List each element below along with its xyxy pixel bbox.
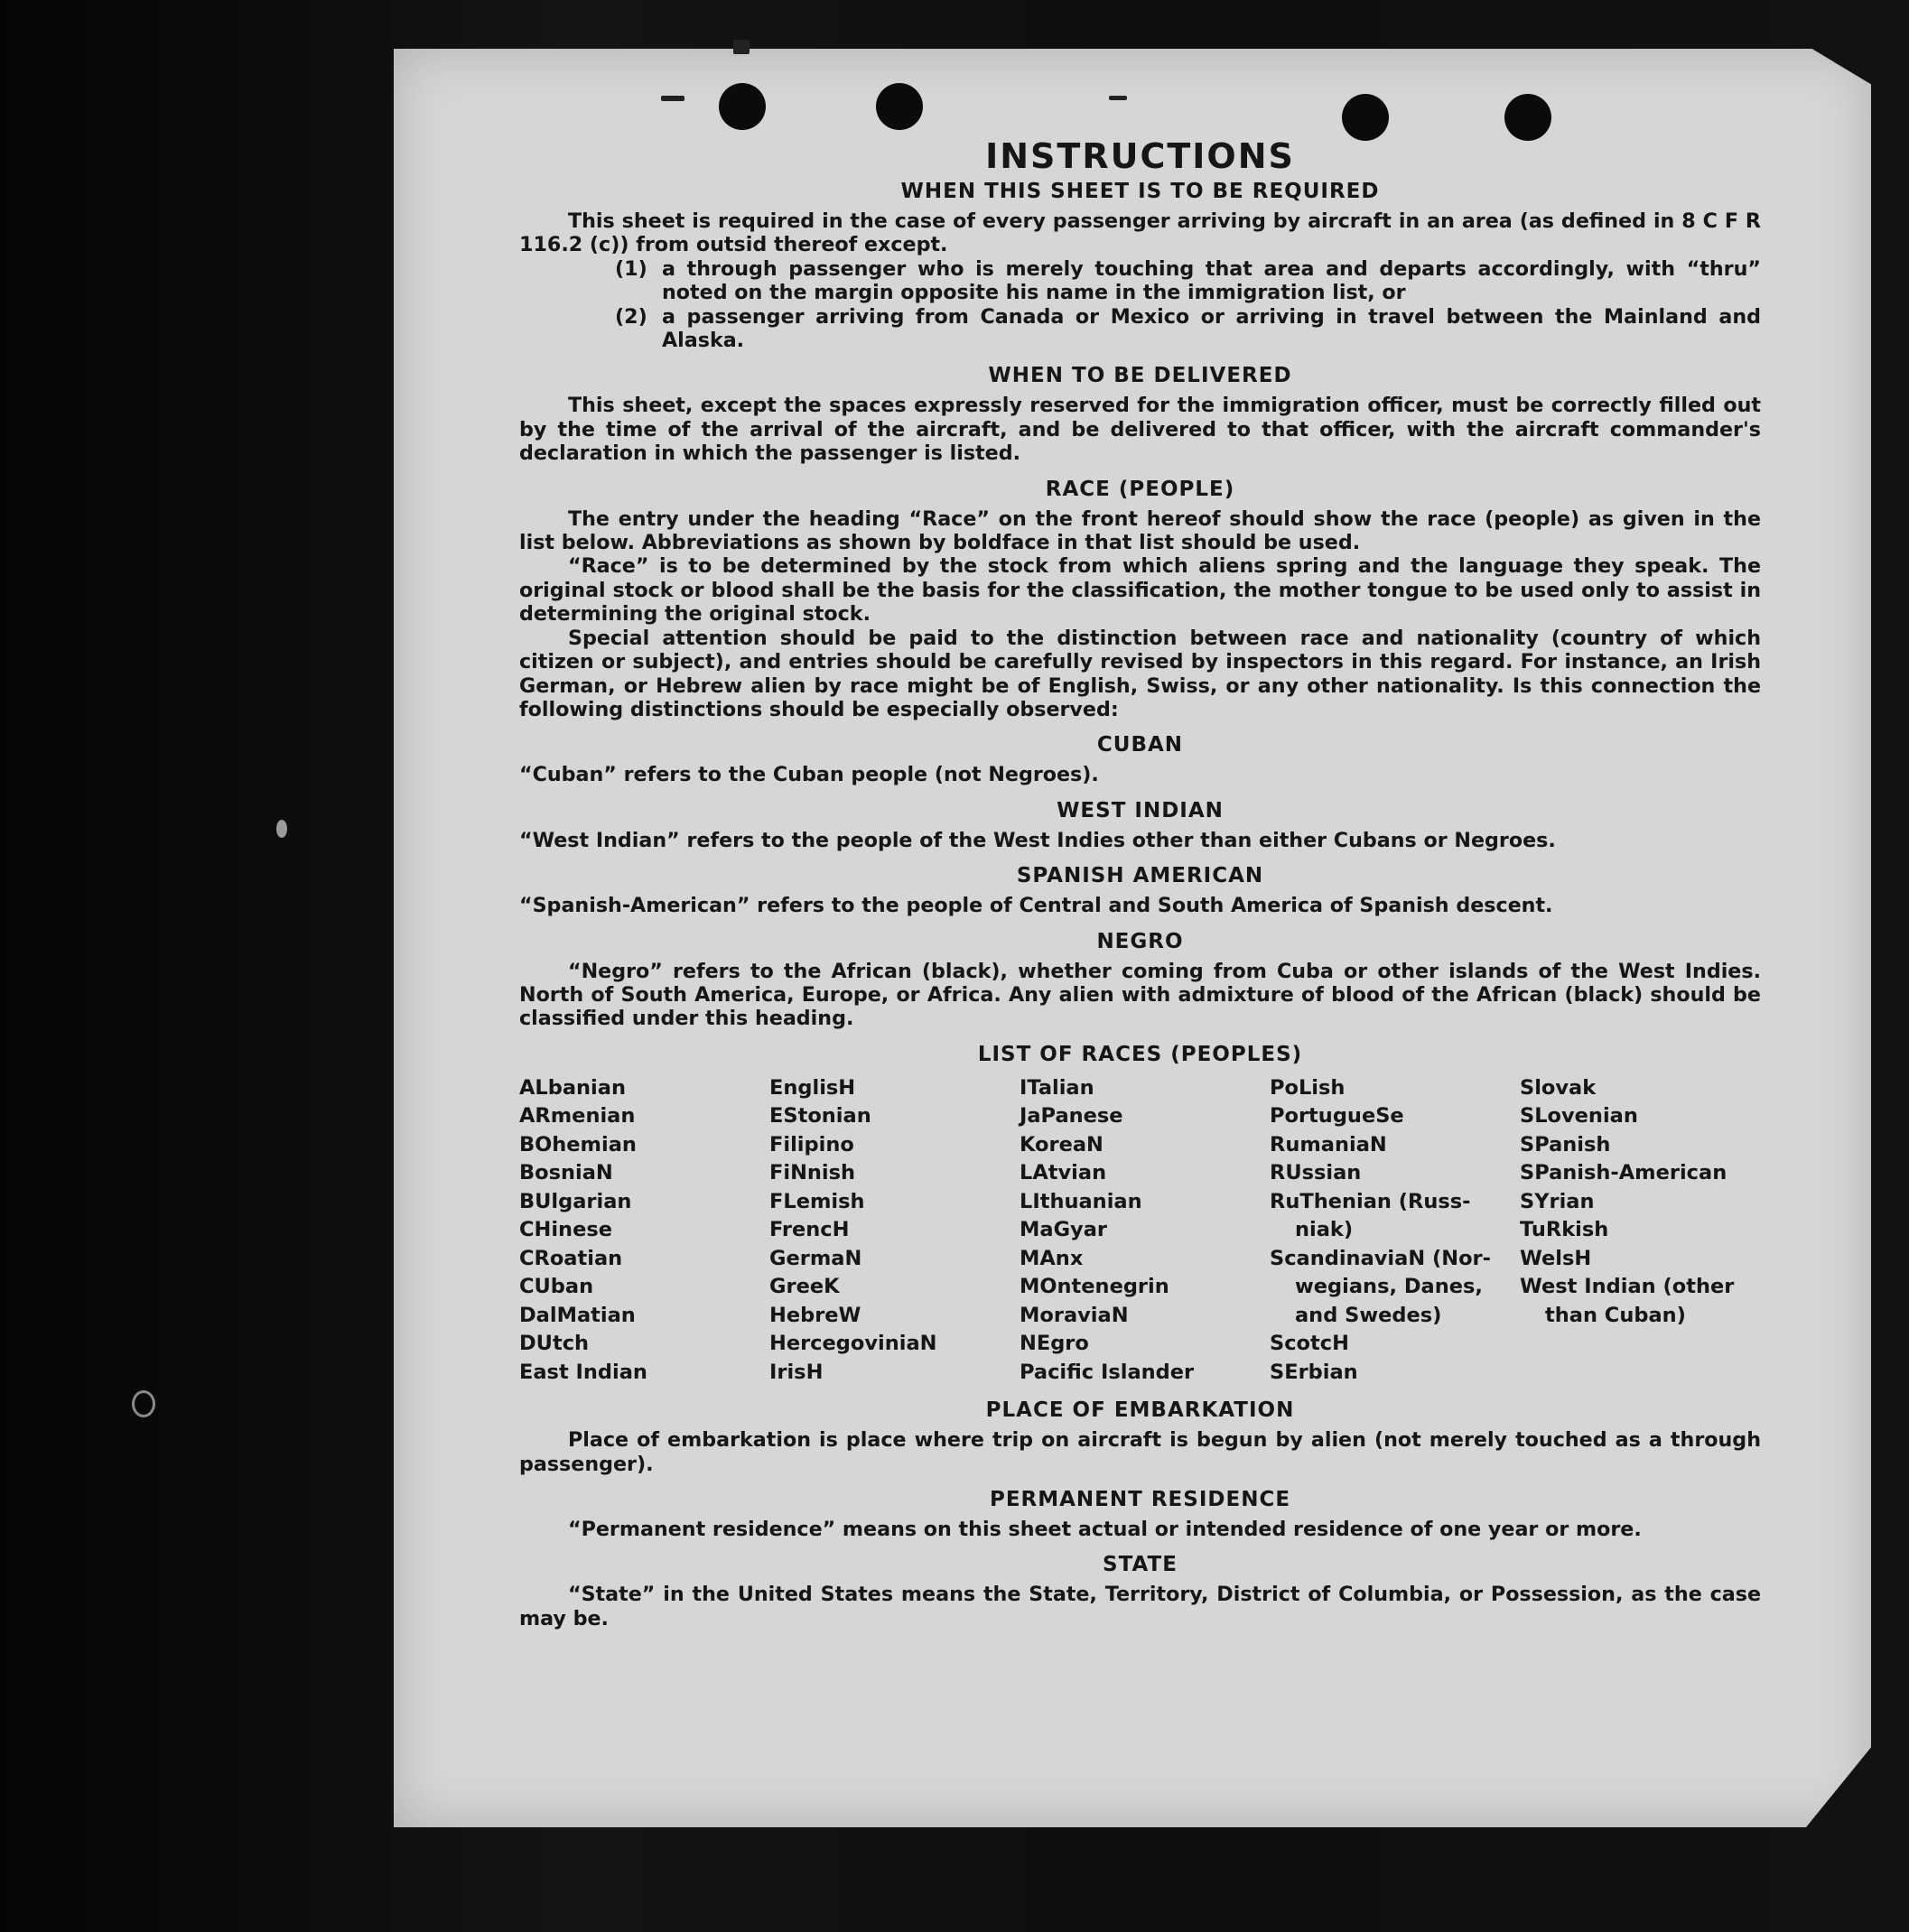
race-entry: BosniaN [519,1161,613,1185]
paragraph: Special attention should be paid to the distinction between race and nationality (country of which citizen or subject), and entries should be carefully revised by inspectors in this regard. For instance, an Irish German, or Hebrew alien by race might be of English, Swiss, or any other nationality. Is this connection the following distinctions should be especially observed: [519,626,1761,721]
race-entry: West Indian (other [1520,1275,1735,1299]
race-entry: FiNnish [769,1161,856,1185]
section-heading: CUBAN [1096,733,1184,757]
race-entry: BOhemian [519,1132,637,1156]
race-entry: Filipino [769,1132,854,1156]
punch-hole [719,83,766,130]
paragraph: “Negro” refers to the African (black), whether coming from Cuba or other islands of the West Indies. North of South America, Europe, or Africa. Any alien with admixture of blood of the African (black) should be classified under this heading. [519,959,1761,1031]
race-entry: Slovak [1520,1075,1597,1100]
paragraph: “Spanish-American” refers to the people of Central and South America of Spanish descent. [519,894,1553,918]
list-item [519,305,1761,353]
race-entry: SPanish [1520,1132,1611,1156]
when-required-section [519,179,1761,352]
race-entry-continued: niak) [1295,1218,1354,1242]
race-entry: MaGyar [1020,1218,1107,1242]
section-heading: PERMANENT RESIDENCE [989,1488,1291,1512]
item-number: (2) [615,304,647,329]
section-heading: SPANISH AMERICAN [1016,864,1264,888]
race-entry: SLovenian [1520,1104,1638,1129]
races-table [519,1074,1761,1388]
page-title: INSTRUCTIONS [985,136,1295,176]
paragraph: The entry under the heading “Race” on the front hereof should show the race (people) as given in the list below. Abbreviations as shown by boldface in that list should be used. [519,506,1761,555]
section-heading: PLACE OF EMBARKATION [985,1398,1295,1423]
item-text: a passenger arriving from Canada or Mexico or arriving in travel between the Mainland and Alaska. [662,304,1761,353]
race-entry: RuThenian (Russ- [1270,1189,1471,1213]
film-speck [132,1390,155,1417]
race-entry: ScandinaviaN (Nor- [1270,1246,1491,1270]
race-entry: MOntenegrin [1020,1275,1169,1299]
race-entry: ScotcH [1270,1332,1349,1356]
race-entry: SErbian [1270,1360,1358,1384]
race-entry: KoreaN [1020,1132,1103,1156]
section-heading: WHEN THIS SHEET IS TO BE REQUIRED [900,180,1380,203]
race-entry: HebreW [769,1303,861,1327]
race-entry: CRoatian [519,1246,623,1270]
punch-hole [1342,94,1389,141]
state-section [519,1552,1761,1630]
paragraph: Place of embarkation is place where trip on aircraft is begun by alien (not merely touched as a through passenger). [519,1428,1761,1476]
list-item [519,257,1761,305]
section-heading: RACE (PEOPLE) [1045,477,1235,501]
embarkation-section [519,1398,1761,1476]
race-entry: DUtch [519,1332,590,1356]
section-heading: WHEN TO BE DELIVERED [988,364,1292,388]
race-entry: SYrian [1520,1189,1595,1213]
cuban-section [519,732,1761,786]
race-section [519,477,1761,722]
race-entry: RUssian [1270,1161,1362,1185]
residence-section [519,1487,1761,1541]
race-entry: MAnx [1020,1246,1084,1270]
race-entry: CUban [519,1275,594,1299]
instructions-content [519,135,1761,1630]
section-heading: STATE [1103,1553,1178,1577]
race-entry: BUlgarian [519,1189,632,1213]
race-entry: LAtvian [1020,1161,1107,1185]
paragraph: “Cuban” refers to the Cuban people (not Negroes). [519,763,1099,787]
punch-hole [876,83,923,130]
race-entry: East Indian [519,1360,647,1384]
race-entry-continued: and Swedes) [1295,1303,1442,1327]
race-entry: SPanish-American [1520,1161,1727,1185]
section-heading: NEGRO [1096,929,1184,953]
race-entry: PortugueSe [1270,1104,1404,1129]
race-entry: GermaN [769,1246,862,1270]
race-entry: EnglisH [769,1075,856,1100]
section-heading: WEST INDIAN [1057,798,1224,822]
paragraph: “West Indian” refers to the people of the West Indies other than either Cubans or Negroes. [519,828,1556,852]
race-entry: GreeK [769,1275,840,1299]
paragraph: “Permanent residence” means on this sheet actual or intended residence of one year or more. [568,1518,1642,1542]
races-column [1270,1074,1520,1388]
race-entry-continued: wegians, Danes, [1295,1275,1483,1299]
race-entry: JaPanese [1020,1104,1123,1129]
paragraph: “State” in the United States means the State, Territory, District of Columbia, or Possession, as the case may be. [519,1583,1761,1630]
ink-speck [1109,96,1127,100]
race-entry-continued: than Cuban) [1545,1303,1686,1327]
race-entry: HercegoviniaN [769,1332,937,1356]
race-entry: MoraviaN [1020,1303,1129,1327]
item-text: a through passenger who is merely touching that area and departs accordingly, with “thru” noted on the margin opposite his name in the immigration list, or [662,256,1761,305]
race-entry: TuRkish [1520,1218,1609,1242]
paragraph: This sheet, except the spaces expressly reserved for the immigration officer, must be correctly filled out by the time of the arrival of the aircraft, and be delivered to that officer, with the aircraft commander's declaration in which the passenger is listed. [519,394,1761,466]
film-speck [276,820,287,838]
race-entry: FrencH [769,1218,850,1242]
race-entry: ITalian [1020,1075,1094,1100]
item-number: (1) [615,256,647,281]
negro-section [519,929,1761,1031]
ink-speck [661,96,684,101]
race-entry: PoLish [1270,1075,1346,1100]
races-column [769,1074,1020,1388]
race-entry: EStonian [769,1104,871,1129]
races-column [519,1074,769,1388]
west-indian-section [519,798,1761,852]
race-entry: DalMatian [519,1303,636,1327]
race-entry: NEgro [1020,1332,1089,1356]
paragraph: This sheet is required in the case of every passenger arriving by aircraft in an area (as defined in 8 C F R 116.2 (c)) from outsid thereof except. [519,209,1761,257]
race-entry: LIthuanian [1020,1189,1142,1213]
race-entry: ALbanian [519,1075,626,1100]
punch-hole [1504,94,1551,141]
race-entry: RumaniaN [1270,1132,1387,1156]
paragraph: “Race” is to be determined by the stock from which aliens spring and the language they speak. The original stock or blood shall be the basis for the classification, the mother tongue to be used only to assist in determining the original stock. [519,554,1761,627]
section-heading: LIST OF RACES (PEOPLES) [977,1042,1303,1066]
race-entry: FLemish [769,1189,865,1213]
ink-speck [733,40,750,54]
race-entry: IrisH [769,1360,824,1384]
when-delivered-section [519,363,1761,465]
race-entry: ARmenian [519,1104,636,1129]
race-entry: WelsH [1520,1246,1592,1270]
races-column [1520,1074,1770,1388]
races-column [1020,1074,1270,1388]
list-of-races-section [519,1042,1761,1388]
spanish-american-section [519,863,1761,917]
race-entry: Pacific Islander [1020,1360,1195,1384]
race-entry: CHinese [519,1218,612,1242]
